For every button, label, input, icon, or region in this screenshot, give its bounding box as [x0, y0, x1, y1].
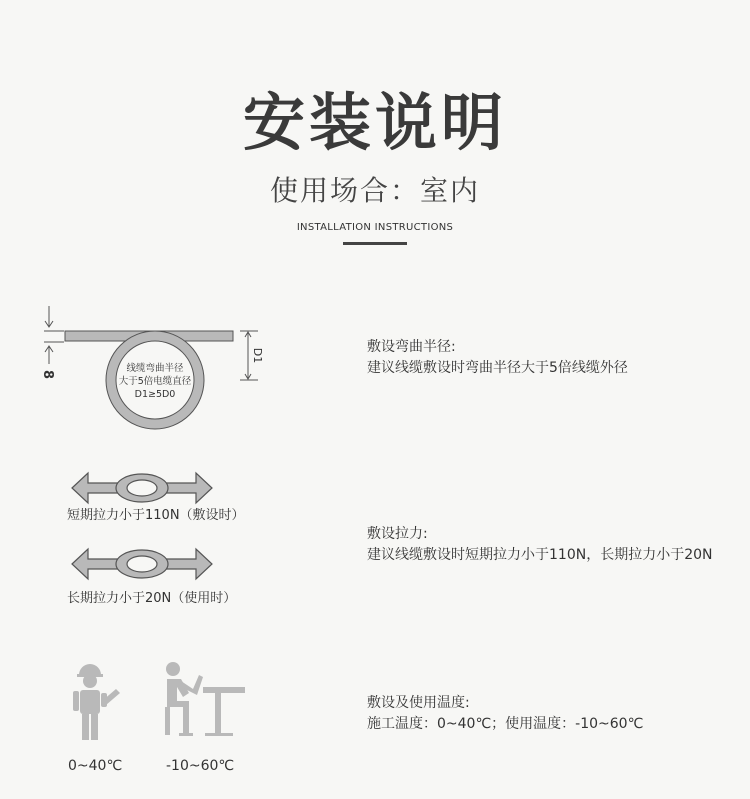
ring-text-line-2: 大于5倍电缆直径: [118, 376, 192, 387]
seated-user-icon: [163, 661, 248, 741]
construction-worker-icon: [68, 663, 128, 743]
bend-radius-text: 建议线缆敷设时弯曲半径大于5倍线缆外径: [367, 360, 628, 376]
page-title: 安装说明: [242, 86, 507, 159]
usage-temp-label: -10~60℃: [166, 758, 235, 774]
title-divider: [343, 242, 407, 245]
ring-text-line-3: D1≥5D0: [134, 389, 176, 400]
short-term-tension-diagram: [72, 470, 212, 506]
d1-mark: D1: [251, 347, 265, 364]
construction-temp-label: 0~40℃: [68, 758, 123, 774]
tension-text: 建议线缆敷设时短期拉力小于110N，长期拉力小于20N: [367, 547, 713, 563]
long-term-tension-diagram: [72, 546, 212, 582]
ring-text-line-1: 线缆弯曲半径: [126, 363, 184, 374]
tension-title: 敷设拉力:: [367, 526, 428, 542]
temperature-title: 敷设及使用温度:: [367, 695, 470, 711]
temperature-text: 施工温度：0~40℃；使用温度：-10~60℃: [367, 716, 644, 732]
thickness-mark: 8: [40, 369, 56, 380]
short-tension-label: 短期拉力小于110N（敷设时）: [67, 508, 245, 523]
page-caption: INSTALLATION INSTRUCTIONS: [296, 222, 454, 233]
long-tension-label: 长期拉力小于20N（使用时）: [67, 591, 237, 606]
page-subtitle: 使用场合：室内: [269, 174, 480, 207]
bend-radius-title: 敷设弯曲半径:: [367, 339, 456, 355]
